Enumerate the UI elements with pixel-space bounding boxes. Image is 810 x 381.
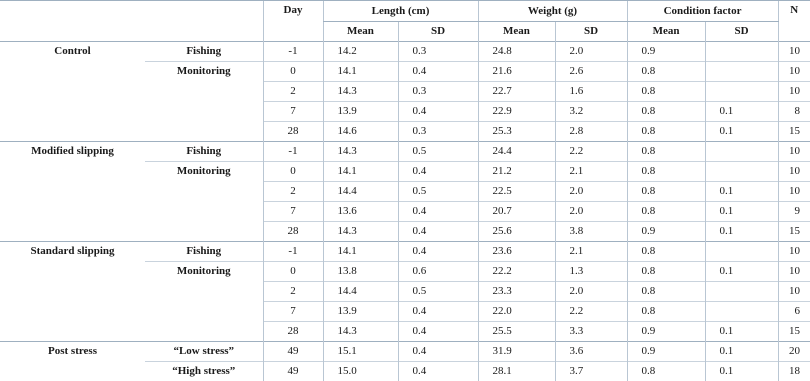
table-row bbox=[0, 342, 810, 362]
n-cell: 15 bbox=[778, 122, 810, 142]
header-condition-factor: Condition factor bbox=[627, 1, 778, 22]
header-n: N bbox=[778, 1, 810, 42]
weight-sd-cell: 3.2 bbox=[555, 102, 627, 122]
condition-mean-cell: 0.8 bbox=[627, 202, 705, 222]
weight-mean-cell: 22.9 bbox=[478, 102, 555, 122]
day-cell: -1 bbox=[263, 142, 323, 162]
length-sd-cell: 0.4 bbox=[398, 102, 478, 122]
length-sd-cell: 0.3 bbox=[398, 82, 478, 102]
condition-sd-cell bbox=[705, 242, 778, 262]
length-mean-cell: 14.4 bbox=[323, 182, 398, 202]
condition-sd-cell: 0.1 bbox=[705, 222, 778, 242]
subgroup-label: Monitoring bbox=[145, 162, 263, 242]
weight-mean-cell: 28.1 bbox=[478, 362, 555, 381]
weight-mean-cell: 21.2 bbox=[478, 162, 555, 182]
group-label: Standard slipping bbox=[0, 242, 145, 342]
condition-sd-cell: 0.1 bbox=[705, 182, 778, 202]
length-mean-cell: 14.1 bbox=[323, 242, 398, 262]
n-cell: 20 bbox=[778, 342, 810, 362]
length-mean-cell: 14.1 bbox=[323, 162, 398, 182]
length-mean-cell: 15.1 bbox=[323, 342, 398, 362]
condition-sd-cell bbox=[705, 162, 778, 182]
weight-sd-cell: 3.8 bbox=[555, 222, 627, 242]
length-mean-cell: 14.4 bbox=[323, 282, 398, 302]
condition-sd-cell bbox=[705, 42, 778, 62]
condition-sd-cell bbox=[705, 62, 778, 82]
n-cell: 18 bbox=[778, 362, 810, 381]
weight-mean-cell: 23.6 bbox=[478, 242, 555, 262]
header-length-mean: Mean bbox=[323, 22, 398, 42]
length-sd-cell: 0.4 bbox=[398, 322, 478, 342]
condition-sd-cell bbox=[705, 142, 778, 162]
length-sd-cell: 0.4 bbox=[398, 362, 478, 381]
condition-mean-cell: 0.8 bbox=[627, 262, 705, 282]
group-label: Post stress bbox=[0, 342, 145, 381]
header-blank-group-2 bbox=[0, 22, 145, 42]
group-label: Control bbox=[0, 42, 145, 142]
table-row bbox=[0, 242, 810, 262]
table-body bbox=[0, 42, 810, 381]
day-cell: 0 bbox=[263, 162, 323, 182]
weight-sd-cell: 2.1 bbox=[555, 242, 627, 262]
weight-sd-cell: 3.7 bbox=[555, 362, 627, 381]
weight-sd-cell: 2.6 bbox=[555, 62, 627, 82]
header-weight: Weight (g) bbox=[478, 1, 627, 22]
header-blank-group bbox=[0, 1, 145, 22]
weight-sd-cell: 1.6 bbox=[555, 82, 627, 102]
weight-sd-cell: 2.2 bbox=[555, 142, 627, 162]
condition-sd-cell: 0.1 bbox=[705, 262, 778, 282]
length-mean-cell: 15.0 bbox=[323, 362, 398, 381]
condition-mean-cell: 0.8 bbox=[627, 102, 705, 122]
n-cell: 9 bbox=[778, 202, 810, 222]
length-sd-cell: 0.5 bbox=[398, 142, 478, 162]
length-sd-cell: 0.5 bbox=[398, 182, 478, 202]
day-cell: 49 bbox=[263, 362, 323, 381]
n-cell: 10 bbox=[778, 42, 810, 62]
header-weight-mean: Mean bbox=[478, 22, 555, 42]
weight-sd-cell: 1.3 bbox=[555, 262, 627, 282]
day-cell: 0 bbox=[263, 62, 323, 82]
table-row bbox=[0, 42, 810, 62]
condition-mean-cell: 0.8 bbox=[627, 302, 705, 322]
subgroup-label: “High stress” bbox=[145, 362, 263, 381]
subgroup-label: Fishing bbox=[145, 142, 263, 162]
header-weight-sd: SD bbox=[555, 22, 627, 42]
subgroup-label: Fishing bbox=[145, 42, 263, 62]
condition-sd-cell: 0.1 bbox=[705, 122, 778, 142]
length-mean-cell: 13.9 bbox=[323, 102, 398, 122]
header-length-sd: SD bbox=[398, 22, 478, 42]
group-label: Modified slipping bbox=[0, 142, 145, 242]
n-cell: 10 bbox=[778, 242, 810, 262]
day-cell: 28 bbox=[263, 222, 323, 242]
subgroup-label: “Low stress” bbox=[145, 342, 263, 362]
n-cell: 10 bbox=[778, 262, 810, 282]
length-sd-cell: 0.4 bbox=[398, 162, 478, 182]
n-cell: 6 bbox=[778, 302, 810, 322]
weight-sd-cell: 2.0 bbox=[555, 42, 627, 62]
condition-mean-cell: 0.9 bbox=[627, 222, 705, 242]
condition-mean-cell: 0.8 bbox=[627, 122, 705, 142]
length-sd-cell: 0.4 bbox=[398, 202, 478, 222]
condition-mean-cell: 0.8 bbox=[627, 62, 705, 82]
day-cell: 28 bbox=[263, 322, 323, 342]
length-mean-cell: 13.6 bbox=[323, 202, 398, 222]
day-cell: 7 bbox=[263, 202, 323, 222]
condition-mean-cell: 0.8 bbox=[627, 142, 705, 162]
weight-mean-cell: 22.7 bbox=[478, 82, 555, 102]
n-cell: 10 bbox=[778, 142, 810, 162]
n-cell: 10 bbox=[778, 62, 810, 82]
length-mean-cell: 13.8 bbox=[323, 262, 398, 282]
length-sd-cell: 0.3 bbox=[398, 122, 478, 142]
day-cell: 2 bbox=[263, 282, 323, 302]
weight-sd-cell: 2.8 bbox=[555, 122, 627, 142]
header-day: Day bbox=[263, 1, 323, 42]
weight-sd-cell: 3.6 bbox=[555, 342, 627, 362]
length-mean-cell: 14.3 bbox=[323, 82, 398, 102]
subgroup-label: Fishing bbox=[145, 242, 263, 262]
length-sd-cell: 0.4 bbox=[398, 302, 478, 322]
condition-sd-cell bbox=[705, 282, 778, 302]
day-cell: 0 bbox=[263, 262, 323, 282]
n-cell: 8 bbox=[778, 102, 810, 122]
condition-sd-cell: 0.1 bbox=[705, 322, 778, 342]
length-sd-cell: 0.3 bbox=[398, 42, 478, 62]
condition-mean-cell: 0.9 bbox=[627, 342, 705, 362]
length-mean-cell: 14.3 bbox=[323, 222, 398, 242]
day-cell: -1 bbox=[263, 242, 323, 262]
weight-mean-cell: 24.8 bbox=[478, 42, 555, 62]
header-condition-sd: SD bbox=[705, 22, 778, 42]
weight-mean-cell: 20.7 bbox=[478, 202, 555, 222]
weight-mean-cell: 25.6 bbox=[478, 222, 555, 242]
condition-mean-cell: 0.8 bbox=[627, 282, 705, 302]
n-cell: 10 bbox=[778, 162, 810, 182]
n-cell: 10 bbox=[778, 82, 810, 102]
condition-mean-cell: 0.8 bbox=[627, 162, 705, 182]
subgroup-label: Monitoring bbox=[145, 262, 263, 342]
weight-mean-cell: 22.5 bbox=[478, 182, 555, 202]
day-cell: 2 bbox=[263, 182, 323, 202]
header-length: Length (cm) bbox=[323, 1, 478, 22]
condition-sd-cell: 0.1 bbox=[705, 362, 778, 381]
n-cell: 15 bbox=[778, 322, 810, 342]
length-sd-cell: 0.4 bbox=[398, 222, 478, 242]
condition-mean-cell: 0.8 bbox=[627, 182, 705, 202]
condition-sd-cell: 0.1 bbox=[705, 202, 778, 222]
n-cell: 10 bbox=[778, 182, 810, 202]
day-cell: 28 bbox=[263, 122, 323, 142]
condition-sd-cell: 0.1 bbox=[705, 342, 778, 362]
condition-mean-cell: 0.8 bbox=[627, 242, 705, 262]
weight-mean-cell: 21.6 bbox=[478, 62, 555, 82]
length-mean-cell: 13.9 bbox=[323, 302, 398, 322]
condition-mean-cell: 0.8 bbox=[627, 362, 705, 381]
condition-mean-cell: 0.9 bbox=[627, 322, 705, 342]
condition-sd-cell: 0.1 bbox=[705, 102, 778, 122]
length-mean-cell: 14.6 bbox=[323, 122, 398, 142]
day-cell: 7 bbox=[263, 302, 323, 322]
length-sd-cell: 0.4 bbox=[398, 342, 478, 362]
length-sd-cell: 0.5 bbox=[398, 282, 478, 302]
weight-sd-cell: 2.1 bbox=[555, 162, 627, 182]
n-cell: 15 bbox=[778, 222, 810, 242]
table-header bbox=[0, 1, 810, 42]
condition-sd-cell bbox=[705, 82, 778, 102]
header-blank-subgroup-2 bbox=[145, 22, 263, 42]
length-sd-cell: 0.4 bbox=[398, 62, 478, 82]
weight-sd-cell: 2.0 bbox=[555, 182, 627, 202]
header-blank-subgroup bbox=[145, 1, 263, 22]
length-sd-cell: 0.4 bbox=[398, 242, 478, 262]
weight-mean-cell: 25.5 bbox=[478, 322, 555, 342]
subgroup-label: Monitoring bbox=[145, 62, 263, 142]
weight-sd-cell: 2.0 bbox=[555, 282, 627, 302]
weight-mean-cell: 22.0 bbox=[478, 302, 555, 322]
weight-mean-cell: 25.3 bbox=[478, 122, 555, 142]
n-cell: 10 bbox=[778, 282, 810, 302]
weight-sd-cell: 3.3 bbox=[555, 322, 627, 342]
weight-sd-cell: 2.0 bbox=[555, 202, 627, 222]
header-condition-mean: Mean bbox=[627, 22, 705, 42]
length-sd-cell: 0.6 bbox=[398, 262, 478, 282]
condition-mean-cell: 0.8 bbox=[627, 82, 705, 102]
day-cell: 7 bbox=[263, 102, 323, 122]
weight-mean-cell: 31.9 bbox=[478, 342, 555, 362]
length-mean-cell: 14.3 bbox=[323, 142, 398, 162]
length-mean-cell: 14.1 bbox=[323, 62, 398, 82]
condition-mean-cell: 0.9 bbox=[627, 42, 705, 62]
weight-mean-cell: 22.2 bbox=[478, 262, 555, 282]
day-cell: -1 bbox=[263, 42, 323, 62]
weight-mean-cell: 23.3 bbox=[478, 282, 555, 302]
length-mean-cell: 14.2 bbox=[323, 42, 398, 62]
day-cell: 2 bbox=[263, 82, 323, 102]
day-cell: 49 bbox=[263, 342, 323, 362]
weight-sd-cell: 2.2 bbox=[555, 302, 627, 322]
weight-mean-cell: 24.4 bbox=[478, 142, 555, 162]
length-mean-cell: 14.3 bbox=[323, 322, 398, 342]
table-row bbox=[0, 142, 810, 162]
condition-sd-cell bbox=[705, 302, 778, 322]
